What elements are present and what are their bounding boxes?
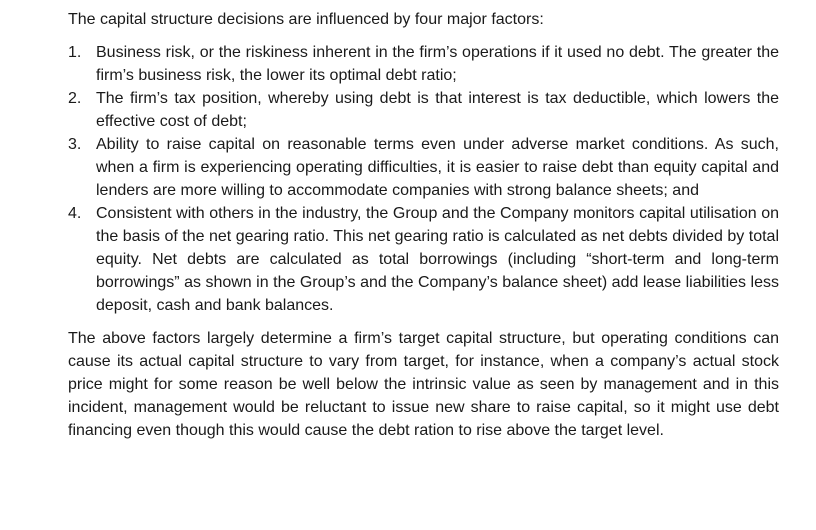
conclusion-paragraph: The above factors largely determine a firm’s target capital structure, but operating conditions can cause its actual capital structure to vary from target, for instance, when a company’s actual stock price might for some reason be well below the intrinsic value as seen by management and in this incident, management would be reluctant to issue new share to raise capital, so it might use debt financing even though this would cause the debt ration to rise above the target level. xyxy=(68,330,779,439)
list-item xyxy=(68,41,779,87)
list-item-number: 4. xyxy=(68,205,82,222)
factors-list xyxy=(68,41,779,317)
intro-paragraph: The capital structure decisions are influenced by four major factors: xyxy=(68,11,544,28)
list-item-number: 2. xyxy=(68,90,82,107)
list-item xyxy=(68,202,779,317)
list-item-number: 3. xyxy=(68,136,82,153)
list-item-number: 1. xyxy=(68,44,82,61)
list-item-text: Ability to raise capital on reasonable terms even under adverse market conditions. As such, when a firm is experiencing operating difficulties, it is easier to raise debt than equity capital and lenders are more willing to accommodate companies with strong balance sheets; and xyxy=(96,136,779,199)
list-item xyxy=(68,87,779,133)
list-item-text: Business risk, or the riskiness inherent in the firm’s operations if it used no debt. The greater the firm’s business risk, the lower its optimal debt ratio; xyxy=(96,44,779,84)
document-page xyxy=(68,8,779,442)
list-item-text: Consistent with others in the industry, the Group and the Company monitors capital utilisation on the basis of the net gearing ratio. This net gearing ratio is calculated as net debts divided by total equity. Net debts are calculated as total borrowings (including “short-term and long-term borrowings” as shown in the Group’s and the Company’s balance sheet) add lease liabilities less deposit, cash and bank balances. xyxy=(96,205,779,314)
list-item-text: The firm’s tax position, whereby using debt is that interest is tax deductible, which lowers the effective cost of debt; xyxy=(96,90,779,130)
list-item xyxy=(68,133,779,202)
